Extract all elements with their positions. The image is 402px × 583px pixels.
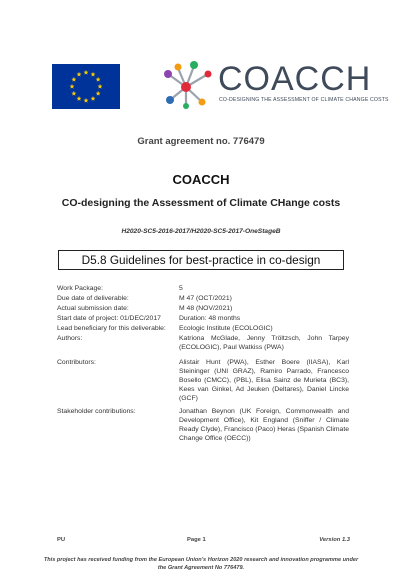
coacch-logo — [156, 60, 389, 112]
coacch-logo-tagline: CO-DESIGNING THE ASSESSMENT OF CLIMATE CHANGE COSTS — [219, 97, 389, 103]
info-value: Katriona McGlade, Jenny Tröltzsch, John Tarpey (ECOLOGIC), Paul Watkiss (PWA) — [179, 334, 349, 351]
eu-star-icon — [70, 84, 75, 89]
coacch-molecule-logo-icon — [156, 60, 216, 112]
project-subtitle: CO-designing the Assessment of Climate CHange costs — [61, 197, 341, 209]
eu-star-icon — [96, 91, 101, 96]
eu-star-icon — [84, 70, 89, 75]
info-label: Lead beneficiary for this deliverable: — [57, 324, 166, 332]
eu-star-icon — [71, 91, 76, 96]
info-value: M 48 (NOV/2021) — [179, 304, 233, 312]
eu-star-icon — [91, 72, 96, 77]
coacch-logo-wordmark: COACCH — [218, 60, 372, 98]
footer-page-number: Page 1 — [187, 537, 206, 543]
info-value: Ecologic Institute (ECOLOGIC) — [179, 324, 273, 332]
info-value: Jonathan Beynon (UK Foreign, Commonwealth and Development Office), Kit England (Sniffer / Climate Ready Clyde), Francisco (Paco) Heras (Spanish Climate Change Office (OECC)) — [179, 407, 349, 442]
call-identifier: H2020-SC5-2016-2017/H2020-SC5-2017-OneStageB — [121, 228, 281, 235]
eu-stars-icon — [52, 64, 120, 109]
info-label: Due date of deliverable: — [57, 294, 129, 302]
info-row-start-date — [57, 314, 349, 323]
eu-star-icon — [91, 96, 96, 101]
info-label: Authors: — [57, 334, 83, 342]
project-title: COACCH — [172, 172, 230, 187]
eu-star-icon — [96, 77, 101, 82]
info-label: Contributors: — [57, 358, 96, 366]
grant-agreement: Grant agreement no. 776479 — [137, 136, 265, 147]
info-row-lead-beneficiary — [57, 324, 349, 333]
deliverable-title-box — [58, 250, 344, 270]
info-label: Start date of project: 01/DEC/2017 — [57, 314, 161, 322]
info-value: M 47 (OCT/2021) — [179, 294, 232, 302]
deliverable-title: D5.8 Guidelines for best-practice in co-design — [81, 253, 321, 267]
info-row-due-date — [57, 294, 349, 303]
footer-funding-statement: This project has received funding from the European Union's Horizon 2020 research and innovation programme under the Grant Agreement No 776479. — [43, 557, 359, 571]
info-row-submission-date — [57, 304, 349, 313]
deliverable-info-table — [57, 284, 349, 443]
eu-star-icon — [77, 72, 82, 77]
footer-classification: PU — [57, 537, 66, 543]
info-value: Duration: 48 months — [179, 314, 241, 322]
info-label: Actual submission date: — [57, 304, 129, 312]
info-label: Stakeholder contributions: — [57, 407, 136, 415]
eu-star-icon — [84, 98, 89, 103]
eu-star-icon — [71, 77, 76, 82]
info-value: Alistair Hunt (PWA), Esther Boere (IIASA), Karl Steininger (UNI GRAZ), Ramiro Parrado, Francesco Bosello (CMCC), (PBL), Elisa Sainz de Murieta (BC3), Kees van Ginkel, Ad Jeuken (Deltares), Daniel Lincke (GCF) — [179, 358, 349, 402]
info-value: 5 — [179, 285, 183, 292]
eu-star-icon — [98, 84, 103, 89]
eu-star-icon — [77, 96, 82, 101]
info-row-contributors — [57, 358, 349, 403]
eu-flag-icon — [52, 64, 120, 109]
info-row-stakeholders — [57, 407, 349, 443]
info-row-authors — [57, 334, 349, 352]
footer-version: Version 1.3 — [319, 537, 350, 543]
info-row-work-package — [57, 284, 349, 293]
info-label: Work Package: — [57, 285, 103, 292]
